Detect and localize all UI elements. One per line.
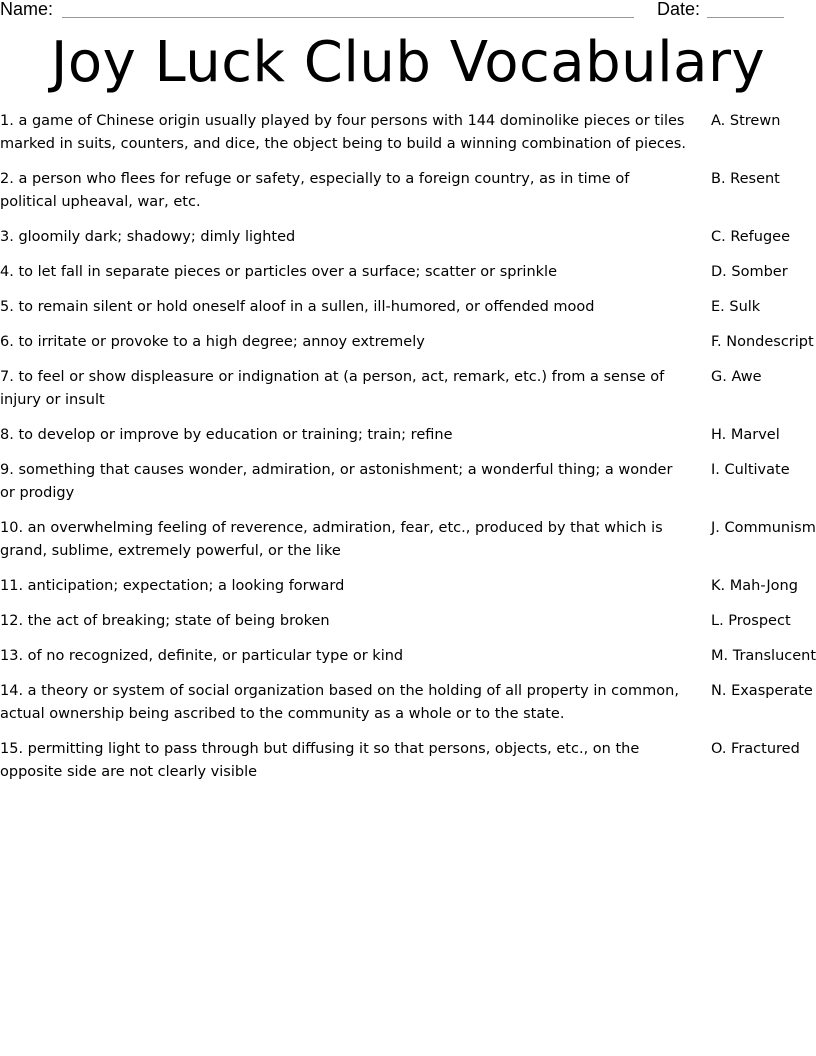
list-item [0, 517, 816, 563]
clue-text: 6. to irritate or provoke to a high degree; annoy extremely [0, 334, 425, 350]
answer-option: N. Exasperate [711, 683, 813, 699]
list-item [0, 738, 816, 784]
list-item [0, 110, 816, 156]
date-label: Date: [657, 0, 701, 19]
clue-text: 2. a person who flees for refuge or safety, especially to a foreign country, as in time of political upheaval, war, etc. [0, 171, 630, 210]
list-item [0, 610, 816, 633]
name-field-line[interactable] [62, 17, 634, 18]
list-item [0, 168, 816, 214]
clue-text: 8. to develop or improve by education or training; train; refine [0, 427, 453, 443]
list-item [0, 680, 816, 726]
list-item [0, 366, 816, 412]
clue-text: 3. gloomily dark; shadowy; dimly lighted [0, 229, 296, 245]
clue-text: 12. the act of breaking; state of being broken [0, 613, 330, 629]
list-item [0, 424, 816, 447]
date-field-line[interactable] [707, 17, 784, 18]
answer-option: J. Communism [711, 520, 816, 536]
answer-option: E. Sulk [711, 299, 761, 315]
answer-option: A. Strewn [711, 113, 781, 129]
answer-option: C. Refugee [711, 229, 791, 245]
list-item [0, 331, 816, 354]
name-label: Name: [0, 0, 54, 19]
answer-option: G. Awe [711, 369, 762, 385]
clue-text: 9. something that causes wonder, admiration, or astonishment; a wonderful thing; a wonder or prodigy [0, 462, 673, 501]
answer-option: D. Somber [711, 264, 788, 280]
vocabulary-list [0, 110, 816, 796]
header [0, 0, 816, 22]
answer-option: F. Nondescript [711, 334, 814, 350]
answer-option: K. Mah-Jong [711, 578, 798, 594]
clue-text: 11. anticipation; expectation; a looking forward [0, 578, 345, 594]
list-item [0, 645, 816, 668]
list-item [0, 296, 816, 319]
clue-text: 7. to feel or show displeasure or indignation at (a person, act, remark, etc.) from a sense of injury or insult [0, 369, 665, 408]
clue-text: 4. to let fall in separate pieces or particles over a surface; scatter or sprinkle [0, 264, 557, 280]
answer-option: O. Fractured [711, 741, 800, 757]
clue-text: 10. an overwhelming feeling of reverence, admiration, fear, etc., produced by that which is grand, sublime, extremely powerful, or the like [0, 520, 663, 559]
clue-text: 14. a theory or system of social organization based on the holding of all property in common, actual ownership being ascribed to the community as a whole or to the state. [0, 683, 679, 722]
answer-option: L. Prospect [711, 613, 791, 629]
list-item [0, 459, 816, 505]
page-title: Joy Luck Club Vocabulary [50, 30, 766, 95]
list-item [0, 261, 816, 284]
answer-option: I. Cultivate [711, 462, 790, 478]
list-item [0, 575, 816, 598]
clue-text: 13. of no recognized, definite, or particular type or kind [0, 648, 404, 664]
clue-text: 5. to remain silent or hold oneself aloof in a sullen, ill-humored, or offended mood [0, 299, 595, 315]
answer-option: H. Marvel [711, 427, 780, 443]
answer-option: B. Resent [711, 171, 780, 187]
clue-text: 1. a game of Chinese origin usually played by four persons with 144 dominolike pieces or tiles marked in suits, counters, and dice, the object being to build a winning combination of pieces. [0, 113, 686, 152]
clue-text: 15. permitting light to pass through but diffusing it so that persons, objects, etc., on the opposite side are not clearly visible [0, 741, 640, 780]
answer-option: M. Translucent [711, 648, 816, 664]
list-item [0, 226, 816, 249]
